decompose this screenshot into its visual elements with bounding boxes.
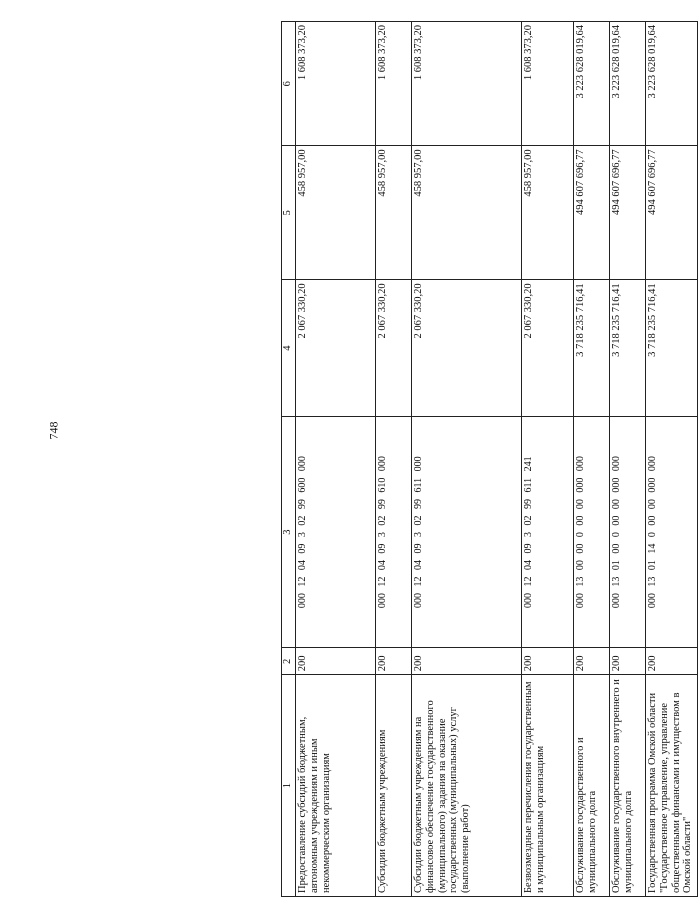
row-sum-3: 1 608 373,20 <box>296 22 376 146</box>
column-header: 2 <box>282 648 296 675</box>
page-number: 748 <box>46 421 61 440</box>
table-row <box>296 22 376 897</box>
table-header-row <box>282 22 296 897</box>
table-row <box>412 22 522 897</box>
row-budget-code: 000 12 04 09 3 02 99 600 000 <box>296 416 376 648</box>
row-budget-code: 000 13 01 00 0 00 00 000 000 <box>610 416 646 648</box>
budget-table-rotated <box>281 21 694 897</box>
row-sum-2: 458 957,00 <box>376 146 412 280</box>
row-name: Субсидии бюджетным учреждениям на финансовое обеспечение государственного (муниципального) задания на оказание государственных (муниципальных) услуг (выполнение работ) <box>412 675 522 897</box>
row-sum-1: 2 067 330,20 <box>296 280 376 416</box>
row-admin-code: 200 <box>412 648 522 675</box>
row-admin-code: 200 <box>610 648 646 675</box>
column-header: 6 <box>282 22 296 146</box>
row-sum-2: 458 957,00 <box>296 146 376 280</box>
table-row <box>610 22 646 897</box>
row-sum-2: 458 957,00 <box>522 146 574 280</box>
row-budget-code: 000 12 04 09 3 02 99 610 000 <box>376 416 412 648</box>
column-header: 5 <box>282 146 296 280</box>
row-name: Предоставление субсидий бюджетным, автономным учреждениям и иным некоммерческим организациям <box>296 675 376 897</box>
row-admin-code: 200 <box>646 648 698 675</box>
row-sum-1: 2 067 330,20 <box>376 280 412 416</box>
row-name: Субсидии бюджетным учреждениям <box>376 675 412 897</box>
row-sum-1: 2 067 330,20 <box>412 280 522 416</box>
row-budget-code: 000 12 04 09 3 02 99 611 241 <box>522 416 574 648</box>
table-row <box>574 22 610 897</box>
row-sum-1: 3 718 235 716,41 <box>574 280 610 416</box>
row-budget-code: 000 13 00 00 0 00 00 000 000 <box>574 416 610 648</box>
column-header: 4 <box>282 280 296 416</box>
row-sum-3: 3 223 628 019,64 <box>574 22 610 146</box>
row-budget-code: 000 13 01 14 0 00 00 000 000 <box>646 416 698 648</box>
row-name: Обслуживание государственного и муниципального долга <box>574 675 610 897</box>
row-sum-1: 2 067 330,20 <box>522 280 574 416</box>
row-sum-3: 1 608 373,20 <box>412 22 522 146</box>
row-name: Государственная программа Омской области "Государственное управление, управление общественными финансами и имуществом в Омской области" <box>646 675 698 897</box>
column-header: 3 <box>282 416 296 648</box>
row-sum-2: 494 607 696,77 <box>610 146 646 280</box>
row-sum-3: 1 608 373,20 <box>376 22 412 146</box>
row-admin-code: 200 <box>376 648 412 675</box>
row-sum-3: 3 223 628 019,64 <box>646 22 698 146</box>
table-row <box>522 22 574 897</box>
row-sum-3: 1 608 373,20 <box>522 22 574 146</box>
row-sum-2: 494 607 696,77 <box>574 146 610 280</box>
row-sum-1: 3 718 235 716,41 <box>646 280 698 416</box>
row-sum-1: 3 718 235 716,41 <box>610 280 646 416</box>
table-row <box>376 22 412 897</box>
table-row <box>646 22 698 897</box>
row-admin-code: 200 <box>522 648 574 675</box>
row-name: Безвозмездные перечисления государственным и муниципальным организациям <box>522 675 574 897</box>
row-budget-code: 000 12 04 09 3 02 99 611 000 <box>412 416 522 648</box>
row-name: Обслуживание государственного внутреннего и муниципального долга <box>610 675 646 897</box>
budget-table <box>281 21 698 897</box>
row-sum-2: 494 607 696,77 <box>646 146 698 280</box>
row-sum-2: 458 957,00 <box>412 146 522 280</box>
row-admin-code: 200 <box>574 648 610 675</box>
column-header: 1 <box>282 675 296 897</box>
row-admin-code: 200 <box>296 648 376 675</box>
row-sum-3: 3 223 628 019,64 <box>610 22 646 146</box>
